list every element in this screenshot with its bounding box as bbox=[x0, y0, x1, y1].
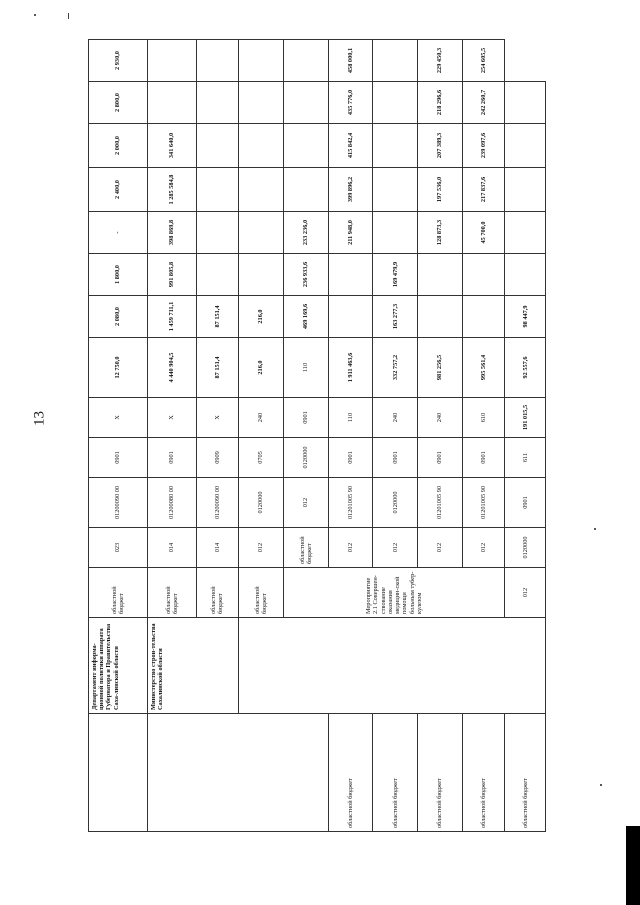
year-value-cell bbox=[147, 82, 196, 124]
total-cell: 191 015,5 bbox=[505, 398, 546, 438]
year-value-cell: 163 277,3 bbox=[373, 296, 418, 338]
year-value-cell bbox=[417, 254, 462, 296]
year-value-cell bbox=[196, 40, 239, 82]
source-cell: областной бюджет bbox=[373, 714, 418, 832]
grbs-cell: 012 bbox=[417, 528, 462, 568]
rz-cell: 0901 bbox=[328, 438, 373, 478]
table-row bbox=[89, 40, 148, 832]
year-value-cell: 229 450,3 bbox=[417, 40, 462, 82]
table-row bbox=[239, 40, 284, 832]
rz-cell: 0901 bbox=[417, 438, 462, 478]
total-cell: 87 151,4 bbox=[196, 338, 239, 398]
rz-cell: 0901 bbox=[462, 438, 505, 478]
grbs-cell: 012 bbox=[328, 528, 373, 568]
year-value-cell bbox=[417, 296, 462, 338]
vr-cell: 610 bbox=[462, 398, 505, 438]
year-value-cell bbox=[196, 212, 239, 254]
rz-cell: 0901 bbox=[283, 398, 328, 438]
rotated-table-wrapper bbox=[88, 40, 546, 832]
source-cell: областной бюджет bbox=[147, 568, 196, 618]
source-cell: областной бюджет bbox=[283, 528, 328, 568]
source-cell: областной бюджет bbox=[89, 568, 148, 618]
csr-cell: 01200090 00 bbox=[89, 478, 148, 528]
year-value-cell: 169 479,9 bbox=[373, 254, 418, 296]
grbs-cell: 012 bbox=[462, 528, 505, 568]
year-value-cell: 92 557,6 bbox=[505, 338, 546, 398]
year-value-cell bbox=[373, 82, 418, 124]
year-value-cell bbox=[505, 124, 546, 168]
executor-cell: Департамент информа-ционной политики аппарата Губернатора и Правительства Саха-линской области bbox=[89, 618, 148, 714]
table-row bbox=[147, 40, 196, 832]
scan-speck bbox=[34, 14, 36, 16]
table-row bbox=[462, 40, 505, 832]
year-value-cell bbox=[373, 168, 418, 212]
vr-cell: 110 bbox=[328, 398, 373, 438]
csr-cell: 01201005 90 bbox=[462, 478, 505, 528]
executor-cell bbox=[239, 618, 546, 714]
budget-table-body bbox=[89, 40, 546, 832]
year-value-cell: 217 837,6 bbox=[462, 168, 505, 212]
source-cell: областной бюджет bbox=[239, 568, 284, 618]
page-number: 13 bbox=[31, 411, 48, 426]
grbs-cell: 014 bbox=[196, 528, 239, 568]
year-value-cell bbox=[283, 168, 328, 212]
year-value-cell: 218 296,6 bbox=[417, 82, 462, 124]
year-value-cell: 2 400,0 bbox=[89, 168, 148, 212]
year-value-cell: 216,0 bbox=[239, 296, 284, 338]
total-cell: 1 911 463,6 bbox=[328, 338, 373, 398]
csr-cell: 01201005 90 bbox=[417, 478, 462, 528]
year-value-cell: 2 800,0 bbox=[89, 82, 148, 124]
year-value-cell: 415 842,4 bbox=[328, 124, 373, 168]
rz-cell: 0901 bbox=[147, 438, 196, 478]
year-value-cell bbox=[373, 124, 418, 168]
year-value-cell: 1 285 584,8 bbox=[147, 168, 196, 212]
total-cell: 12 750,0 bbox=[89, 338, 148, 398]
year-value-cell bbox=[373, 40, 418, 82]
year-value-cell bbox=[373, 212, 418, 254]
vr-cell: 240 bbox=[373, 398, 418, 438]
year-value-cell: 435 776,0 bbox=[328, 82, 373, 124]
year-value-cell: 458 000,1 bbox=[328, 40, 373, 82]
csr-cell: 0120000 bbox=[239, 478, 284, 528]
grbs-cell: 014 bbox=[147, 528, 196, 568]
year-value-cell bbox=[283, 82, 328, 124]
total-cell: 981 256,5 bbox=[417, 338, 462, 398]
rz-cell: 0705 bbox=[239, 438, 284, 478]
total-cell: 995 561,4 bbox=[462, 338, 505, 398]
year-value-cell: 45 700,0 bbox=[462, 212, 505, 254]
scan-speck bbox=[600, 784, 602, 786]
year-value-cell bbox=[239, 212, 284, 254]
year-value-cell bbox=[239, 40, 284, 82]
year-value-cell: 233 236,0 bbox=[283, 212, 328, 254]
table-row bbox=[373, 40, 418, 832]
total-cell: 469 169,6 bbox=[283, 296, 328, 338]
scan-mark bbox=[68, 13, 69, 19]
executor-cell: Министерство строи-тельства Сахалинской области bbox=[147, 618, 238, 714]
table-row bbox=[417, 40, 462, 832]
rz-cell: 0901 bbox=[89, 438, 148, 478]
source-cell: областной бюджет bbox=[328, 714, 373, 832]
source-cell: областной бюджет bbox=[196, 568, 239, 618]
total-cell: 4 440 904,5 bbox=[147, 338, 196, 398]
year-value-cell: 1 800,0 bbox=[89, 254, 148, 296]
grbs-cell: 012 bbox=[505, 568, 546, 618]
year-value-cell: 207 389,3 bbox=[417, 124, 462, 168]
grbs-cell: 012 bbox=[373, 528, 418, 568]
csr-cell: 01200090 00 bbox=[196, 478, 239, 528]
year-value-cell: 341 640,0 bbox=[147, 124, 196, 168]
csr-cell: 0120000 bbox=[373, 478, 418, 528]
year-value-cell: 128 873,3 bbox=[417, 212, 462, 254]
vr-cell: X bbox=[89, 398, 148, 438]
year-value-cell: 254 605,5 bbox=[462, 40, 505, 82]
csr-cell: 0120000 bbox=[505, 528, 546, 568]
year-value-cell bbox=[283, 40, 328, 82]
year-value-cell: 242 260,7 bbox=[462, 82, 505, 124]
year-value-cell bbox=[462, 296, 505, 338]
year-value-cell: 197 536,0 bbox=[417, 168, 462, 212]
year-value-cell: 239 097,6 bbox=[462, 124, 505, 168]
scan-edge-shadow bbox=[626, 826, 640, 905]
total-cell: 216,0 bbox=[239, 338, 284, 398]
year-value-cell bbox=[328, 296, 373, 338]
measure-cell bbox=[89, 714, 148, 832]
vr-cell: 240 bbox=[417, 398, 462, 438]
vr-cell: X bbox=[147, 398, 196, 438]
year-value-cell: 87 151,4 bbox=[196, 296, 239, 338]
scan-speck bbox=[594, 528, 596, 530]
year-value-cell bbox=[239, 254, 284, 296]
year-value-cell: 2 080,0 bbox=[89, 296, 148, 338]
measure-cell: Мероприятие 2.1 Совершен-ствование оказания медицин-ской помощи больным тубер-кулезом bbox=[283, 568, 504, 618]
year-value-cell: 991 805,8 bbox=[147, 254, 196, 296]
rz-cell: 0901 bbox=[505, 478, 546, 528]
vr-cell: 240 bbox=[239, 398, 284, 438]
year-value-cell: - bbox=[89, 212, 148, 254]
vr-cell: 611 bbox=[505, 438, 546, 478]
year-value-cell bbox=[196, 168, 239, 212]
source-cell: областной бюджет bbox=[505, 714, 546, 832]
source-cell: областной бюджет bbox=[462, 714, 505, 832]
grbs-cell: 012 bbox=[239, 528, 284, 568]
year-value-cell bbox=[196, 82, 239, 124]
vr-cell: X bbox=[196, 398, 239, 438]
year-value-cell bbox=[196, 254, 239, 296]
vr-cell: 110 bbox=[283, 338, 328, 398]
year-value-cell bbox=[505, 82, 546, 124]
year-value-cell bbox=[239, 124, 284, 168]
csr-cell: 01200080 00 bbox=[147, 478, 196, 528]
year-value-cell bbox=[505, 212, 546, 254]
table-row bbox=[505, 40, 546, 832]
year-value-cell bbox=[196, 124, 239, 168]
year-value-cell bbox=[462, 254, 505, 296]
budget-table bbox=[88, 39, 546, 832]
year-value-cell bbox=[505, 168, 546, 212]
source-cell: областной бюджет bbox=[417, 714, 462, 832]
year-value-cell bbox=[239, 168, 284, 212]
year-value-cell: 236 933,6 bbox=[283, 254, 328, 296]
year-value-cell bbox=[239, 82, 284, 124]
csr-cell: 0120000 bbox=[283, 438, 328, 478]
year-value-cell: 1 459 711,1 bbox=[147, 296, 196, 338]
rz-cell: 0909 bbox=[196, 438, 239, 478]
year-value-cell: 98 447,9 bbox=[505, 296, 546, 338]
year-value-cell: 211 948,0 bbox=[328, 212, 373, 254]
year-value-cell: 2 930,0 bbox=[89, 40, 148, 82]
grbs-cell: 023 bbox=[89, 528, 148, 568]
rz-cell: 0901 bbox=[373, 438, 418, 478]
year-value-cell bbox=[328, 254, 373, 296]
year-value-cell bbox=[505, 254, 546, 296]
grbs-cell: 012 bbox=[283, 478, 328, 528]
table-row bbox=[328, 40, 373, 832]
year-value-cell bbox=[283, 124, 328, 168]
year-value-cell bbox=[147, 40, 196, 82]
total-cell: 332 757,2 bbox=[373, 338, 418, 398]
csr-cell: 01201005 90 bbox=[328, 478, 373, 528]
year-value-cell: 2 000,0 bbox=[89, 124, 148, 168]
measure-cell bbox=[147, 714, 328, 832]
year-value-cell: 398 869,8 bbox=[147, 212, 196, 254]
year-value-cell: 399 896,2 bbox=[328, 168, 373, 212]
